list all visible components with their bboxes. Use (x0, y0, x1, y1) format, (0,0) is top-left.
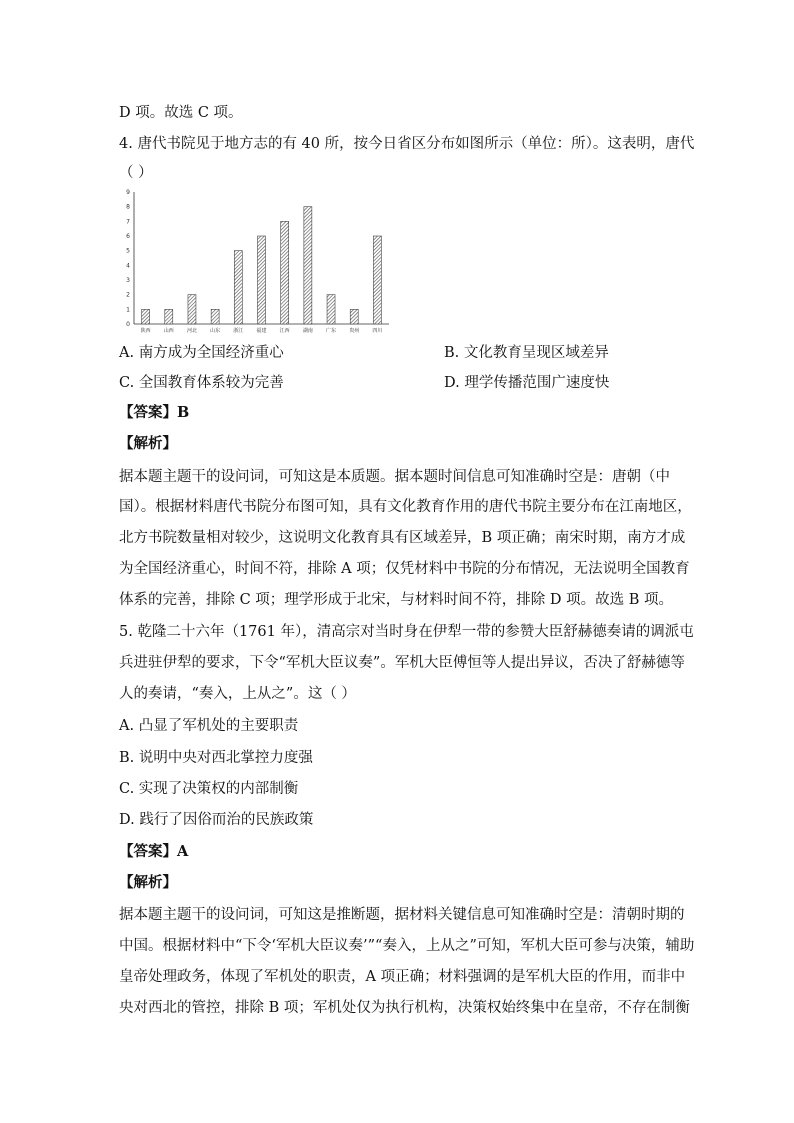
q4-analysis-line-4: 为全国经济重心，时间不符，排除 A 项；仅凭材料中书院的分布情况，无法说明全国教育 (119, 561, 690, 577)
bar (165, 309, 173, 324)
x-category-label: 河北 (186, 328, 197, 334)
y-tick-label: 5 (126, 247, 130, 255)
y-tick-label: 9 (126, 189, 130, 196)
q4-answer-paren: （ ） (119, 165, 153, 181)
q5-analysis-line-1: 据本题主题干的设问词，可知这是推断题，据材料关键信息可知准确时空是：清朝时期的 (119, 907, 685, 923)
q4-analysis-line-5: 体系的完善，排除 C 项；理学形成于北宋，与材料时间不符，排除 D 项。故选 B 项。 (119, 592, 674, 608)
y-tick-label: 7 (126, 218, 130, 226)
q4-stem: 4. 唐代书院见于地方志的有 40 所，按今日省区分布如图所示（单位：所）。这表明，唐代 (119, 136, 695, 152)
q4-option-a: A. 南方成为全国经济重心 (119, 345, 284, 361)
bar (373, 236, 381, 324)
x-category-label: 湖南 (302, 328, 313, 334)
q4-analysis-title: 【解析】 (119, 435, 177, 452)
x-category-label: 江西 (279, 328, 290, 334)
q5-answer: 【答案】A (119, 843, 189, 860)
q4-analysis-line-2: 国）。根据材料唐代书院分布图可知，具有文化教育作用的唐代书院主要分布在江南地区， (119, 499, 692, 515)
y-tick-label: 3 (126, 277, 130, 284)
bar (142, 309, 150, 324)
bar (327, 295, 335, 324)
q4-option-b: B. 文化教育呈现区域差异 (444, 345, 609, 361)
q4-option-c: C. 全国教育体系较为完善 (119, 375, 284, 391)
x-category-label: 贵州 (349, 328, 360, 334)
x-category-label: 浙江 (233, 328, 244, 334)
academy-distribution-chart (119, 183, 389, 338)
y-tick-label: 8 (126, 203, 130, 211)
x-category-label: 山东 (210, 328, 221, 334)
q5-option-a: A. 凸显了军机处的主要职责 (119, 718, 299, 734)
q5-stem-line-2: 兵进驻伊犁的要求，下令“军机大臣议奏”。军机大臣傅恒等人提出异议，否决了舒赫德等 (119, 655, 685, 671)
x-category-label: 福建 (256, 328, 267, 334)
q5-option-c: C. 实现了决策权的内部制衡 (119, 781, 299, 797)
y-tick-label: 0 (126, 321, 130, 328)
y-tick-label: 2 (126, 291, 130, 299)
x-category-label: 山西 (163, 328, 174, 334)
q5-analysis-line-3: 皇帝处理政务，体现了军机处的职责，A 项正确；材料强调的是军机大臣的作用，而非中 (119, 969, 686, 985)
q5-analysis-title: 【解析】 (119, 874, 177, 891)
y-tick-label: 6 (126, 233, 130, 240)
q4-answer: 【答案】B (119, 404, 190, 421)
previous-answer-tail: D 项。故选 C 项。 (119, 105, 243, 121)
y-tick-label: 4 (126, 262, 130, 270)
q4-option-d: D. 理学传播范围广速度快 (444, 375, 610, 391)
bar (281, 221, 289, 324)
q5-option-d: D. 践行了因俗而治的民族政策 (119, 812, 314, 828)
x-category-label: 广东 (326, 328, 337, 334)
bar (188, 295, 196, 324)
bar (304, 207, 312, 324)
q5-analysis-line-2: 中国。根据材料中“下令‘军机大臣议奏’”“奏入，上从之”可知，军机大臣可参与决策，辅助 (119, 938, 695, 954)
q5-analysis-line-4: 央对西北的管控，排除 B 项；军机处仅为执行机构，决策权始终集中在皇帝，不存在制衡 (119, 1000, 690, 1016)
bar (350, 309, 358, 324)
bar (211, 309, 219, 324)
bar (258, 236, 266, 324)
q5-stem-line-1: 5. 乾隆二十六年（1761 年），清高宗对当时身在伊犁一带的参赞大臣舒赫德奏请的调派屯 (119, 624, 694, 640)
q5-option-b: B. 说明中央对西北掌控力度强 (119, 750, 313, 766)
y-tick-label: 1 (126, 306, 130, 314)
q4-analysis-line-1: 据本题主题干的设问词，可知这是本质题。据本题时间信息可知准确时空是：唐朝（中 (119, 469, 670, 485)
bar (234, 251, 242, 324)
x-category-label: 陕西 (140, 328, 151, 334)
q4-analysis-line-3: 北方书院数量相对较少，这说明文化教育具有区域差异，B 项正确；南宋时期，南方才成 (119, 530, 686, 546)
x-category-label: 四川 (372, 328, 383, 334)
q5-stem-line-3: 人的奏请，“奏入，上从之”。这（ ） (119, 686, 356, 702)
